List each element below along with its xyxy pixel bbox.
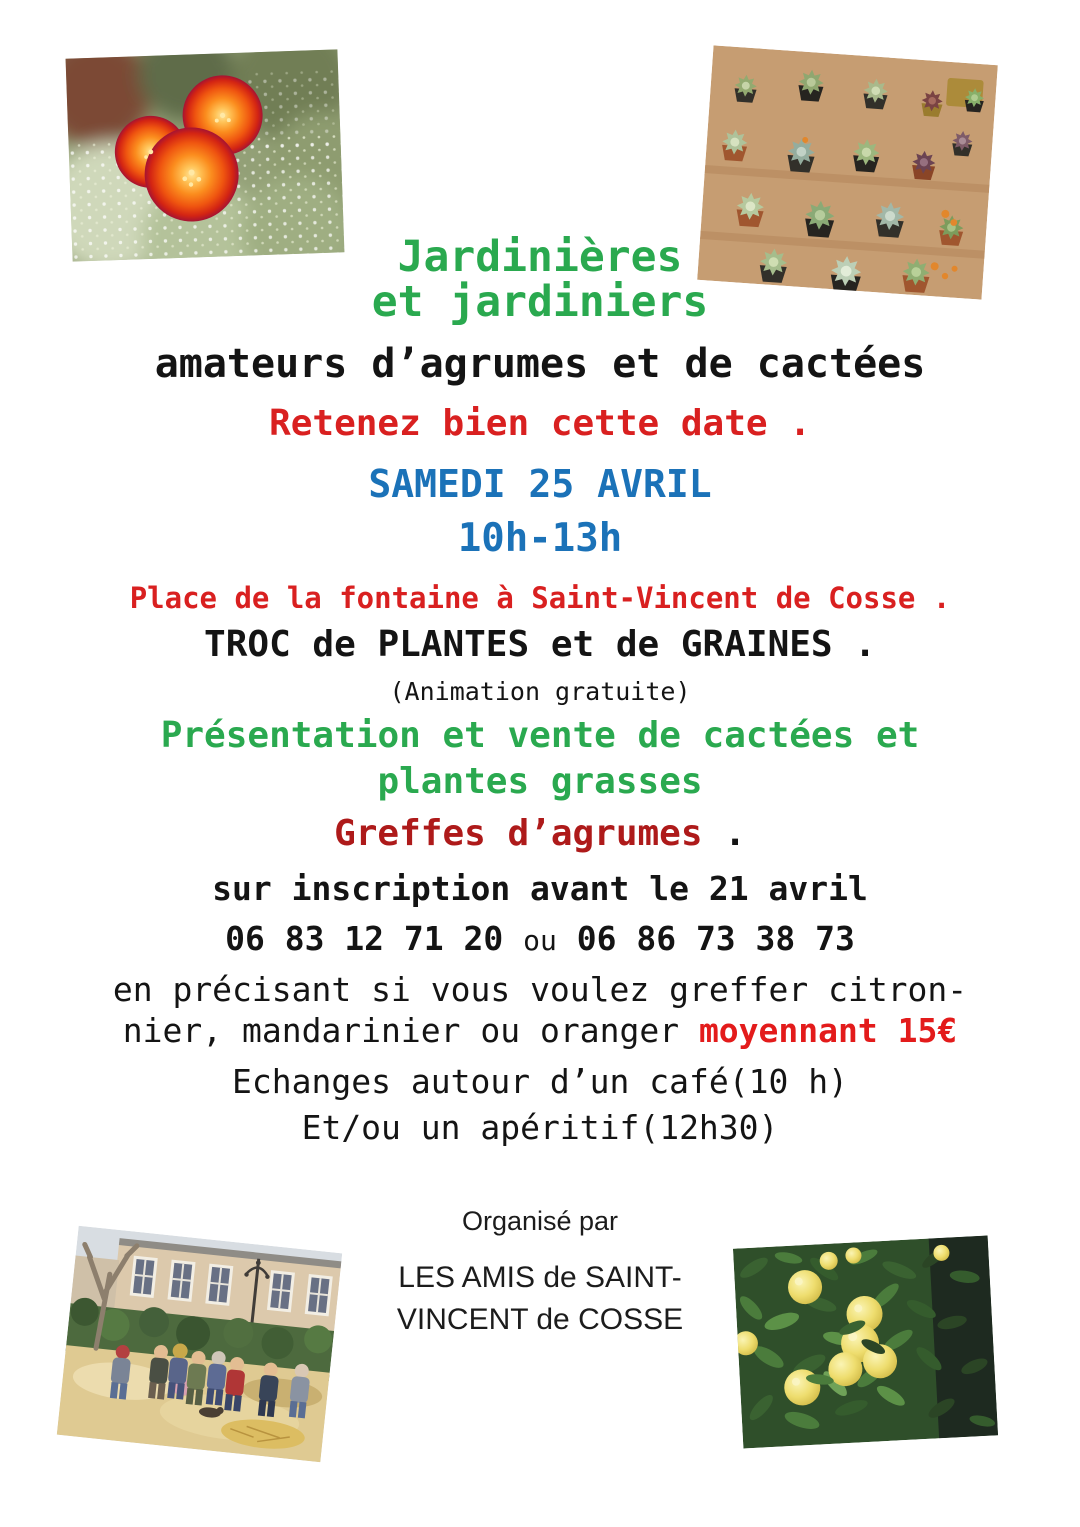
- plant-swap-illustration: [57, 1226, 342, 1463]
- details-line-1: en précisant si vous voulez greffer citron-: [112, 970, 968, 1009]
- free-animation-line: (Animation gratuite): [389, 677, 691, 706]
- grafting-period: .: [724, 813, 746, 854]
- photo-lemon-tree: [733, 1235, 998, 1448]
- photo-cactus-flowers: [66, 49, 345, 261]
- phone-separator: ou: [523, 924, 557, 957]
- presentation-line-1: Présentation et vente de cactées et: [160, 715, 920, 756]
- presentation-line-2: plantes grasses: [377, 761, 703, 802]
- save-the-date-line: Retenez bien cette date .: [269, 403, 811, 444]
- subtitle-line: amateurs d’agrumes et de cactées: [154, 341, 926, 387]
- grafting-title: Greffes d’agrumes: [334, 813, 703, 854]
- event-date-line: SAMEDI 25 AVRIL: [368, 462, 712, 506]
- organizer-name-line-1: LES AMIS de SAINT-: [398, 1261, 682, 1294]
- title-line-1: Jardinières: [397, 232, 683, 282]
- phone-number-2: 06 86 73 38 73: [576, 919, 855, 958]
- event-time-line: 10h-13h: [457, 516, 623, 561]
- organizer-name-line-2: VINCENT de COSSE: [396, 1303, 684, 1336]
- details-line-2: [0, 1011, 1080, 1050]
- grafting-line: [0, 813, 1080, 854]
- aperitif-line: Et/ou un apéritif(12h30): [301, 1108, 779, 1147]
- lemon-tree-illustration: [733, 1235, 998, 1448]
- plant-swap-line: TROC de PLANTES et de GRAINES .: [204, 624, 876, 665]
- title-line-2: et jardiniers: [371, 277, 709, 327]
- registration-line: sur inscription avant le 21 avril: [212, 869, 868, 908]
- phone-line: [0, 919, 1080, 958]
- coffee-line: Echanges autour d’un café(10 h): [232, 1062, 848, 1101]
- price-text: moyennant 15€: [698, 1011, 958, 1050]
- details-line-2-text: nier, mandarinier ou oranger: [122, 1011, 680, 1050]
- location-line: Place de la fontaine à Saint-Vincent de Cosse .: [129, 581, 951, 615]
- organized-by-line: Organisé par: [461, 1206, 619, 1236]
- photo-village-plant-swap: [57, 1226, 342, 1463]
- phone-number-1: 06 83 12 71 20: [225, 919, 504, 958]
- cactus-flowers-illustration: [66, 49, 345, 261]
